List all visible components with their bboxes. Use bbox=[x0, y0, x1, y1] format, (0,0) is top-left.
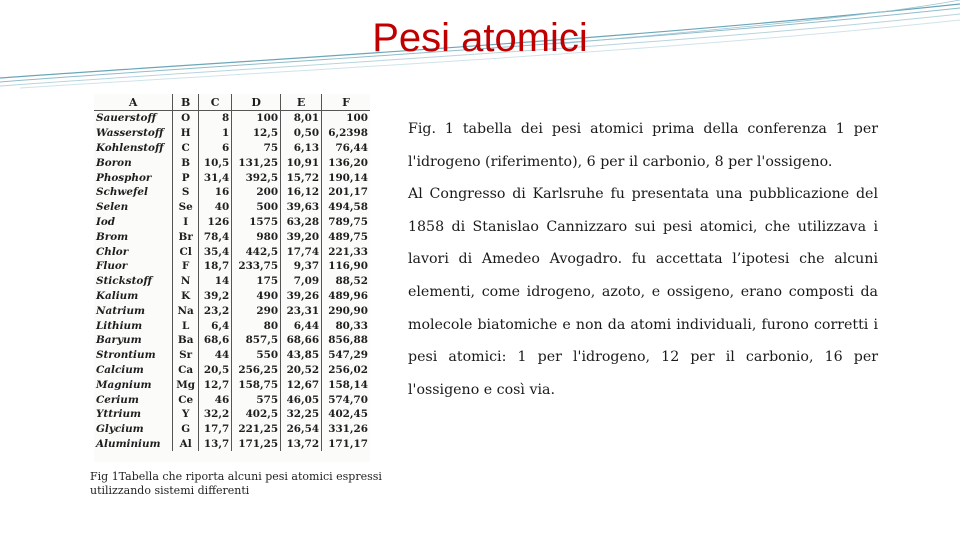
table-cell: 857,5 bbox=[232, 333, 281, 348]
table-cell: L bbox=[173, 318, 199, 333]
table-cell: 158,75 bbox=[232, 377, 281, 392]
table-cell: Ca bbox=[173, 363, 199, 378]
table-cell: Na bbox=[173, 303, 199, 318]
table-cell: S bbox=[173, 185, 199, 200]
table-cell: 14 bbox=[199, 274, 232, 289]
table-row bbox=[94, 141, 370, 156]
table-cell: 233,75 bbox=[232, 259, 281, 274]
table-cell: 39,2 bbox=[199, 289, 232, 304]
table-cell: 46 bbox=[199, 392, 232, 407]
table-cell: 68,6 bbox=[199, 333, 232, 348]
table-cell: 547,29 bbox=[322, 348, 370, 363]
table-cell: Magnium bbox=[96, 378, 152, 391]
table-cell: 15,72 bbox=[281, 170, 322, 185]
table-cell: 31,4 bbox=[199, 170, 232, 185]
table-cell: 980 bbox=[232, 229, 281, 244]
table-cell: 18,7 bbox=[199, 259, 232, 274]
table-cell: 12,7 bbox=[199, 377, 232, 392]
table-header-row bbox=[94, 94, 370, 111]
table-cell: 6,44 bbox=[281, 318, 322, 333]
table-cell: Kalium bbox=[96, 289, 139, 302]
table-row bbox=[94, 111, 370, 126]
slide-title: Pesi atomici bbox=[372, 16, 588, 60]
table-cell: Cl bbox=[173, 244, 199, 259]
table-cell: 6,13 bbox=[281, 141, 322, 156]
table-cell: 1 bbox=[199, 126, 232, 141]
table-cell: 20,52 bbox=[281, 363, 322, 378]
table-cell: 16 bbox=[199, 185, 232, 200]
table-cell: Schwefel bbox=[96, 186, 148, 199]
table-cell: 500 bbox=[232, 200, 281, 215]
table-cell: 80,33 bbox=[322, 318, 370, 333]
table-cell: 175 bbox=[232, 274, 281, 289]
table-cell: 23,2 bbox=[199, 303, 232, 318]
table-cell: 0,50 bbox=[281, 126, 322, 141]
table-row bbox=[94, 392, 370, 407]
body-text bbox=[408, 113, 878, 406]
table-row bbox=[94, 215, 370, 230]
table-cell: H bbox=[173, 126, 199, 141]
table-cell: 32,25 bbox=[281, 407, 322, 422]
table-cell: 88,52 bbox=[322, 274, 370, 289]
table-cell: 63,28 bbox=[281, 215, 322, 230]
table-cell: Aluminium bbox=[96, 437, 161, 450]
table-row bbox=[94, 377, 370, 392]
table-cell: 490 bbox=[232, 289, 281, 304]
table-cell: Sauerstoff bbox=[94, 111, 173, 126]
table-row bbox=[94, 200, 370, 215]
table-cell: 789,75 bbox=[322, 215, 370, 230]
table-cell: 46,05 bbox=[281, 392, 322, 407]
table-cell: 80 bbox=[232, 318, 281, 333]
table-cell: Selen bbox=[96, 201, 129, 214]
table-cell: 100 bbox=[232, 111, 281, 126]
table-cell: 39,20 bbox=[281, 229, 322, 244]
table-row bbox=[94, 407, 370, 422]
table-cell: 158,14 bbox=[322, 377, 370, 392]
table-cell: Kohlenstoff bbox=[96, 141, 164, 154]
column-header: C bbox=[199, 94, 232, 111]
table-cell: 131,25 bbox=[232, 155, 281, 170]
table-cell: 190,14 bbox=[322, 170, 370, 185]
table-cell: 68,66 bbox=[281, 333, 322, 348]
table-cell: 575 bbox=[232, 392, 281, 407]
column-header: E bbox=[281, 94, 322, 111]
table-cell: Baryum bbox=[96, 334, 142, 347]
table-cell: Phosphor bbox=[96, 171, 152, 184]
table-cell: 12,67 bbox=[281, 377, 322, 392]
table-cell: K bbox=[173, 289, 199, 304]
table-cell: Y bbox=[173, 407, 199, 422]
table-cell: 13,72 bbox=[281, 437, 322, 452]
table-cell: 200 bbox=[232, 185, 281, 200]
table-cell: 290 bbox=[232, 303, 281, 318]
table-cell: 16,12 bbox=[281, 185, 322, 200]
table-cell: 856,88 bbox=[322, 333, 370, 348]
table-cell: 10,91 bbox=[281, 155, 322, 170]
table-row bbox=[94, 229, 370, 244]
column-header: B bbox=[173, 94, 199, 111]
table-cell: 290,90 bbox=[322, 303, 370, 318]
table-cell: 44 bbox=[199, 348, 232, 363]
table-cell: 494,58 bbox=[322, 200, 370, 215]
table-cell: 1575 bbox=[232, 215, 281, 230]
table-row bbox=[94, 422, 370, 437]
table-cell: 116,90 bbox=[322, 259, 370, 274]
table-cell: 13,7 bbox=[199, 437, 232, 452]
table-cell: 171,17 bbox=[322, 437, 370, 452]
table-cell: O bbox=[173, 111, 199, 126]
table-cell: 39,63 bbox=[281, 200, 322, 215]
table-cell: Glycium bbox=[96, 423, 144, 436]
table-cell: Calcium bbox=[96, 363, 144, 376]
table-row bbox=[94, 155, 370, 170]
table-cell: Fluor bbox=[96, 260, 128, 273]
table-cell: 43,85 bbox=[281, 348, 322, 363]
table-cell: Stickstoff bbox=[96, 275, 152, 288]
table-body bbox=[94, 111, 370, 452]
table-cell: Ba bbox=[173, 333, 199, 348]
table-cell: 35,4 bbox=[199, 244, 232, 259]
table-cell: 331,26 bbox=[322, 422, 370, 437]
table-cell: 6,2398 bbox=[322, 126, 370, 141]
table-row bbox=[94, 318, 370, 333]
table-cell: 23,31 bbox=[281, 303, 322, 318]
table-cell: 574,70 bbox=[322, 392, 370, 407]
table-cell: 17,74 bbox=[281, 244, 322, 259]
table-cell: 7,09 bbox=[281, 274, 322, 289]
table-cell: 6 bbox=[199, 141, 232, 156]
table-cell: Yttrium bbox=[96, 408, 141, 421]
table-cell: Al bbox=[173, 437, 199, 452]
table-row bbox=[94, 333, 370, 348]
table-cell: 221,33 bbox=[322, 244, 370, 259]
table-cell: 221,25 bbox=[232, 422, 281, 437]
column-header: D bbox=[232, 94, 281, 111]
table-cell: Sr bbox=[173, 348, 199, 363]
table-cell: Mg bbox=[173, 377, 199, 392]
table-cell: 40 bbox=[199, 200, 232, 215]
table-cell: 9,37 bbox=[281, 259, 322, 274]
table-cell: Wasserstoff bbox=[96, 127, 164, 140]
table-cell: Brom bbox=[96, 230, 129, 243]
table-row bbox=[94, 363, 370, 378]
table-cell: 256,02 bbox=[322, 363, 370, 378]
paragraph-figure-description: Fig. 1 tabella dei pesi atomici prima della conferenza 1 per l'idrogeno (riferimento), 6 per il carbonio, 8 per l'ossigeno. bbox=[408, 121, 878, 170]
table-cell: Natrium bbox=[96, 304, 146, 317]
table-cell: 20,5 bbox=[199, 363, 232, 378]
atomic-weights-table bbox=[94, 94, 370, 451]
table-cell: C bbox=[173, 141, 199, 156]
table-row bbox=[94, 303, 370, 318]
table-cell: Br bbox=[173, 229, 199, 244]
table-cell: 136,20 bbox=[322, 155, 370, 170]
table-cell: 100 bbox=[322, 111, 370, 126]
table-cell: 402,5 bbox=[232, 407, 281, 422]
table-cell: Strontium bbox=[96, 349, 156, 362]
table-cell: G bbox=[173, 422, 199, 437]
figure-caption: Fig 1Tabella che riporta alcuni pesi atomici espressi utilizzando sistemi differenti bbox=[90, 470, 382, 497]
table-cell: 76,44 bbox=[322, 141, 370, 156]
table-cell: 489,96 bbox=[322, 289, 370, 304]
table-cell: 12,5 bbox=[232, 126, 281, 141]
table-cell: P bbox=[173, 170, 199, 185]
table-row bbox=[94, 185, 370, 200]
table-row bbox=[94, 348, 370, 363]
column-header: F bbox=[322, 94, 370, 111]
table-cell: F bbox=[173, 259, 199, 274]
table-cell: Iod bbox=[96, 215, 116, 228]
table-cell: 402,45 bbox=[322, 407, 370, 422]
table-row bbox=[94, 274, 370, 289]
paragraph-karlsruhe-congress: Al Congresso di Karlsruhe fu presentata una pubblicazione del 1858 di Stanislao Cannizzaro sui pesi atomici, che utilizzava i lavori di Amedeo Avogadro. fu accettata l’ipotesi che alcuni elementi, come idrogeno, azoto, e ossigeno, erano composti da molecole biatomiche e non da atomi individuali, furono corretti i pesi atomici: 1 per l'idrogeno, 12 per il carbonio, 16 per l'ossigeno e così via. bbox=[408, 186, 878, 398]
table-cell: 32,2 bbox=[199, 407, 232, 422]
table-cell: 442,5 bbox=[232, 244, 281, 259]
table-cell: 256,25 bbox=[232, 363, 281, 378]
table-row bbox=[94, 126, 370, 141]
table-cell: 550 bbox=[232, 348, 281, 363]
table-cell: 75 bbox=[232, 141, 281, 156]
table-cell: Cerium bbox=[96, 393, 139, 406]
table-cell: I bbox=[173, 215, 199, 230]
table-row bbox=[94, 259, 370, 274]
table-cell: 126 bbox=[199, 215, 232, 230]
table-cell: Se bbox=[173, 200, 199, 215]
table-cell: 26,54 bbox=[281, 422, 322, 437]
table-cell: B bbox=[173, 155, 199, 170]
table-cell: 8,01 bbox=[281, 111, 322, 126]
table-row bbox=[94, 170, 370, 185]
table-cell: Chlor bbox=[96, 245, 129, 258]
table-cell: 392,5 bbox=[232, 170, 281, 185]
table-cell: 39,26 bbox=[281, 289, 322, 304]
table-row bbox=[94, 244, 370, 259]
table-cell: 201,17 bbox=[322, 185, 370, 200]
table-cell: Ce bbox=[173, 392, 199, 407]
table-cell: 171,25 bbox=[232, 437, 281, 452]
table-cell: Lithium bbox=[96, 319, 143, 332]
table-cell: 8 bbox=[199, 111, 232, 126]
table-row bbox=[94, 289, 370, 304]
table-cell: 78,4 bbox=[199, 229, 232, 244]
column-header: A bbox=[128, 95, 138, 109]
table-cell: 17,7 bbox=[199, 422, 232, 437]
table-cell: Boron bbox=[96, 156, 132, 169]
table-row bbox=[94, 437, 370, 452]
table-cell: N bbox=[173, 274, 199, 289]
atomic-weights-table-image bbox=[94, 94, 370, 462]
table-cell: 10,5 bbox=[199, 155, 232, 170]
table-cell: 489,75 bbox=[322, 229, 370, 244]
table-cell: 6,4 bbox=[199, 318, 232, 333]
